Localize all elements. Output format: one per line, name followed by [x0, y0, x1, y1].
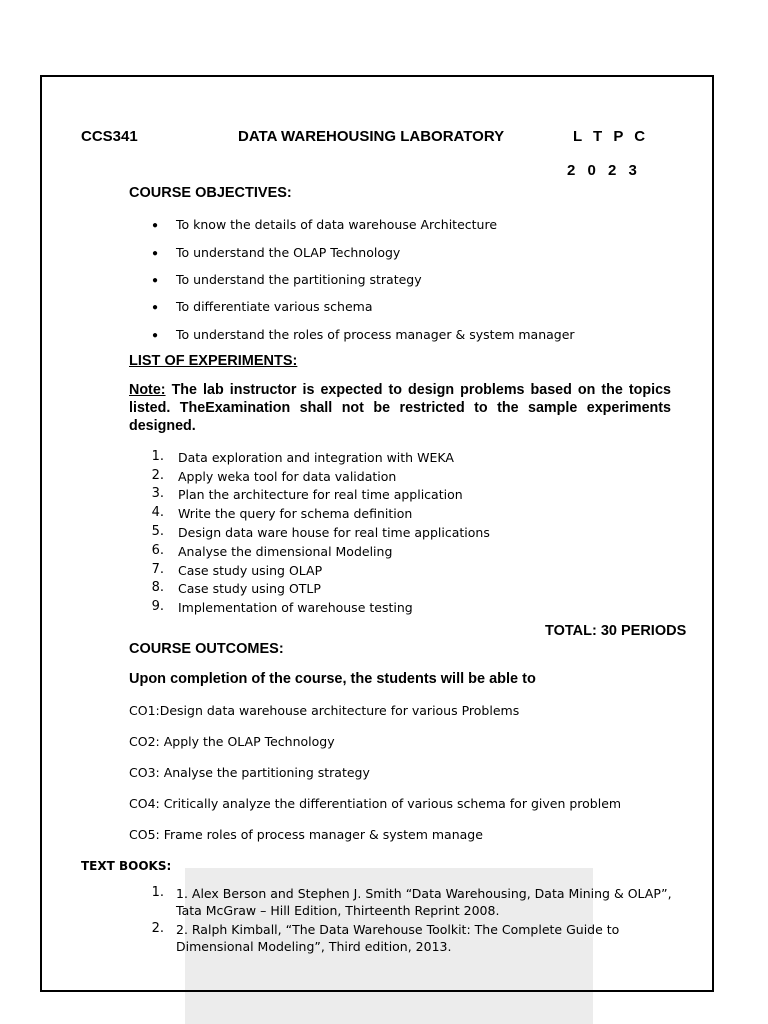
- course-code: CCS341: [81, 128, 138, 145]
- objectives-heading: COURSE OBJECTIVES:: [129, 185, 292, 201]
- list-number: 1.: [151, 449, 164, 464]
- list-number: 2.: [151, 468, 164, 483]
- bullet-icon: ●: [152, 330, 159, 341]
- list-number: 4.: [151, 505, 164, 520]
- objective-item: To differentiate various schema: [176, 299, 373, 314]
- ltpc-values: 2 0 2 3: [567, 162, 639, 179]
- experiment-item: Design data ware house for real time applications: [178, 525, 490, 540]
- outcome-item: CO3: Analyse the partitioning strategy: [129, 765, 370, 780]
- objective-item: To understand the partitioning strategy: [176, 272, 422, 287]
- experiment-item: Write the query for schema definition: [178, 506, 413, 521]
- experiment-item: Plan the architecture for real time application: [178, 487, 463, 502]
- outcome-item: CO2: Apply the OLAP Technology: [129, 734, 335, 749]
- list-number: 3.: [151, 486, 164, 501]
- objective-item: To understand the roles of process manager & system manager: [176, 327, 575, 342]
- ltpc-labels: L T P C: [573, 128, 648, 145]
- outcome-item: CO4: Critically analyze the differentiation of various schema for given problem: [129, 796, 622, 811]
- experiment-item: Analyse the dimensional Modeling: [178, 544, 393, 559]
- experiment-item: Implementation of warehouse testing: [178, 600, 413, 615]
- outcomes-heading: COURSE OUTCOMES:: [129, 641, 284, 657]
- outcomes-intro: Upon completion of the course, the students will be able to: [129, 671, 536, 687]
- list-number: 5.: [151, 524, 164, 539]
- textbook-item: 1. Alex Berson and Stephen J. Smith “Data Warehousing, Data Mining & OLAP”, Tata McGraw – Hill Edition, Thirteenth Reprint 2008.: [176, 886, 672, 918]
- bullet-icon: ●: [152, 302, 159, 313]
- note-label: Note:: [129, 382, 166, 398]
- objective-item: To know the details of data warehouse Architecture: [176, 217, 498, 232]
- course-title: DATA WAREHOUSING LABORATORY: [238, 128, 505, 145]
- experiment-item: Case study using OTLP: [178, 581, 321, 596]
- bullet-icon: ●: [152, 248, 159, 259]
- experiment-item: Data exploration and integration with WEKA: [178, 450, 454, 465]
- outcome-item: CO5: Frame roles of process manager & system manage: [129, 827, 483, 842]
- list-number: 9.: [151, 599, 164, 614]
- bullet-icon: ●: [152, 220, 159, 231]
- bullet-icon: ●: [152, 275, 159, 286]
- experiments-heading: LIST OF EXPERIMENTS:: [129, 353, 298, 369]
- textbook-item: 2. Ralph Kimball, “The Data Warehouse Toolkit: The Complete Guide to Dimensional Modeling”, Third edition, 2013.: [176, 922, 620, 954]
- experiment-item: Apply weka tool for data validation: [178, 469, 397, 484]
- list-number: 2.: [151, 921, 164, 936]
- total-periods: TOTAL: 30 PERIODS: [545, 623, 687, 639]
- list-number: 6.: [151, 543, 164, 558]
- list-number: 1.: [151, 885, 164, 900]
- note-paragraph: [129, 381, 671, 435]
- list-number: 8.: [151, 580, 164, 595]
- objective-item: To understand the OLAP Technology: [176, 245, 401, 260]
- textbooks-heading: TEXT BOOKS:: [81, 859, 172, 873]
- note-text: The lab instructor is expected to design problems based on the topics listed. TheExamination shall not be restricted to the sample experiments designed.: [129, 382, 671, 434]
- experiment-item: Case study using OLAP: [178, 563, 323, 578]
- outcome-item: CO1:Design data warehouse architecture for various Problems: [129, 703, 520, 718]
- list-number: 7.: [151, 562, 164, 577]
